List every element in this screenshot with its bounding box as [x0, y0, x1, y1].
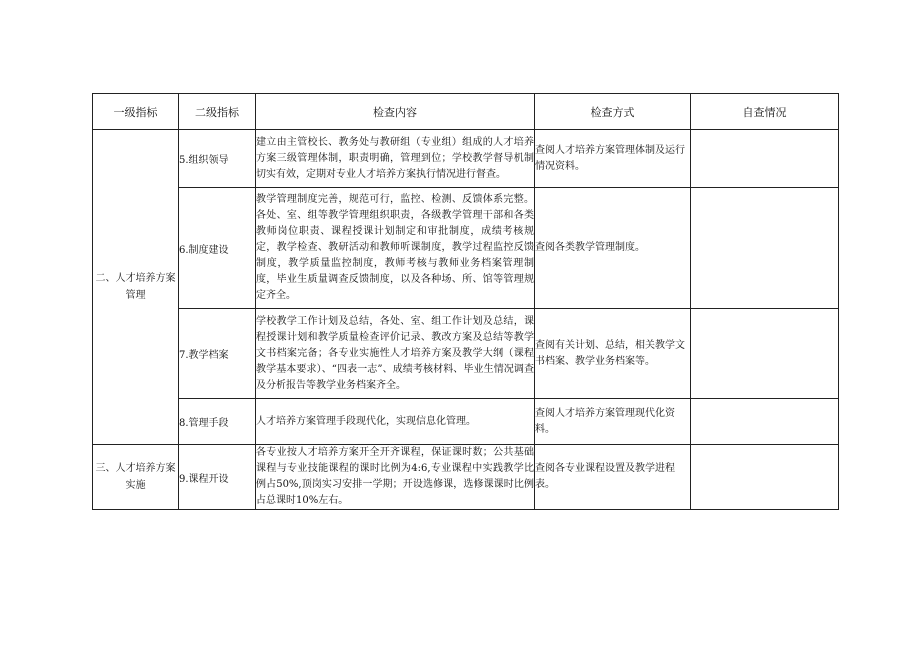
self-check-cell: [691, 188, 839, 309]
table-row: [93, 309, 839, 399]
self-check-cell: [691, 399, 839, 445]
level2-cell: 7.教学档案: [179, 309, 256, 399]
level1-cell: 二、人才培养方案管理: [93, 130, 179, 445]
header-self-check: 自查情况: [691, 94, 839, 130]
content-cell: 教学管理制度完善，规范可行，监控、检测、反馈体系完整。各处、室、组等教学管理组织职责，各级教学管理干部和各类教师岗位职责、课程授课计划制定和审批制度，成绩考核规定，教学检查、教研活动和教师听课制度，教学过程监控反馈制度，教学质量监控制度，教师考核与教师业务档案管理制度，毕业生质量调查反馈制度，以及各种场、所、馆等管理规定齐全。: [256, 188, 535, 309]
content-cell: 学校教学工作计划及总结，各处、室、组工作计划及总结，课程授课计划和教学质量检查评价记录、教改方案及总结等教学文书档案完备；各专业实施性人才培养方案及教学大纲（课程教学基本要求）、“四表一志”、成绩考核材料、毕业生情况调查及分析报告等教学业务档案齐全。: [256, 309, 535, 399]
header-content: 检查内容: [256, 94, 535, 130]
header-level2: 二级指标: [179, 94, 256, 130]
self-check-cell: [691, 130, 839, 188]
level2-cell: 8.管理手段: [179, 399, 256, 445]
level2-cell: 9.课程开设: [179, 445, 256, 510]
table-row: [93, 399, 839, 445]
table-row: [93, 130, 839, 188]
content-cell: 人才培养方案管理手段现代化，实现信息化管理。: [256, 399, 535, 445]
method-cell: 查阅各专业课程设置及教学进程表。: [535, 445, 691, 510]
method-cell: 查阅人才培养方案管理体制及运行情况资料。: [535, 130, 691, 188]
method-cell: 查阅各类教学管理制度。: [535, 188, 691, 309]
header-method: 检查方式: [535, 94, 691, 130]
header-level1: 一级指标: [93, 94, 179, 130]
table-header-row: [93, 94, 839, 130]
level1-cell: 三、人才培养方案实施: [93, 445, 179, 510]
self-check-cell: [691, 445, 839, 510]
method-cell: 查阅人才培养方案管理现代化资料。: [535, 399, 691, 445]
inspection-table: [92, 93, 839, 510]
table-row: [93, 445, 839, 510]
content-cell: 各专业按人才培养方案开全开齐课程，保证课时数；公共基础课程与专业技能课程的课时比例为4:6,专业课程中实践教学比例占50%,顶岗实习安排一学期；开设选修课，选修课课时比例占总课时10%左右。: [256, 445, 535, 510]
self-check-cell: [691, 309, 839, 399]
table-row: [93, 188, 839, 309]
content-cell: 建立由主管校长、教务处与教研组（专业组）组成的人才培养方案三级管理体制，职责明确，管理到位；学校教学督导机制切实有效，定期对专业人才培养方案执行情况进行督查。: [256, 130, 535, 188]
method-cell: 查阅有关计划、总结，相关教学文书档案、教学业务档案等。: [535, 309, 691, 399]
level2-cell: 5.组织领导: [179, 130, 256, 188]
level2-cell: 6.制度建设: [179, 188, 256, 309]
